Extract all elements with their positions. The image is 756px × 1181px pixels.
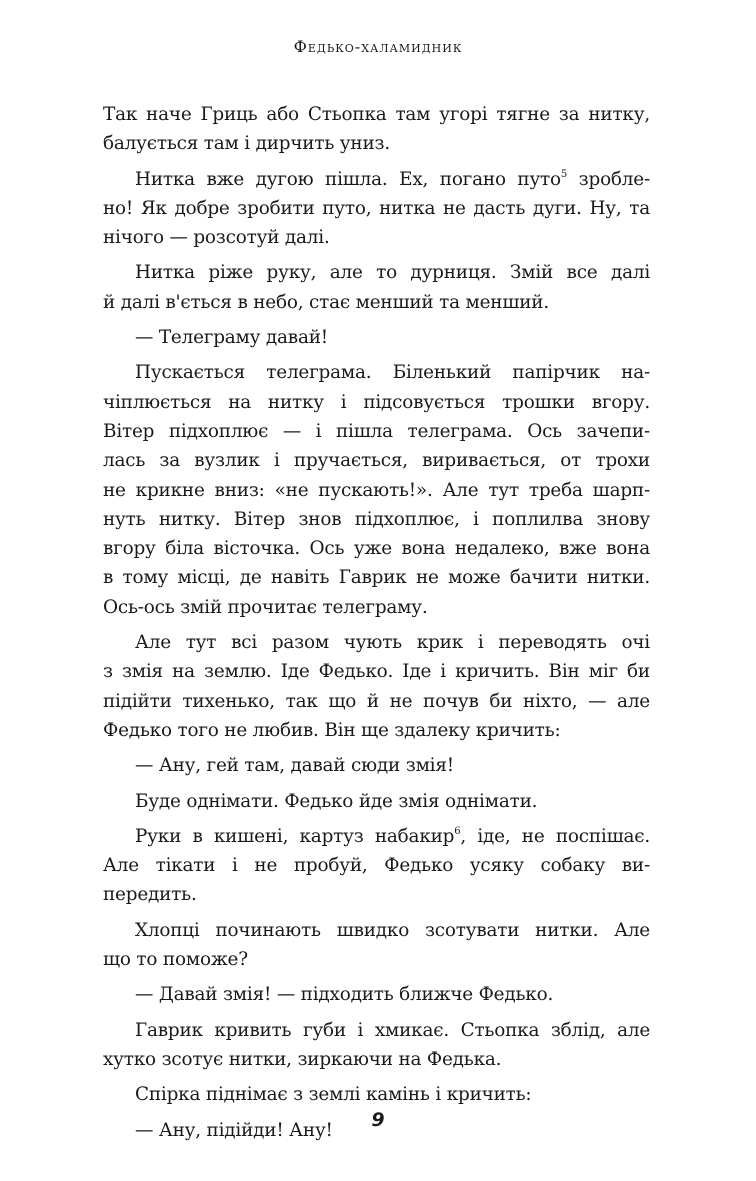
paragraph: [103, 358, 650, 622]
running-head: Федько-халамидник: [293, 37, 463, 56]
text-fragment: Нитка вже дугою пішла. Ех, погано путо: [135, 168, 561, 190]
text-line: й далі в'ється в небо, стає менший та менший.: [103, 291, 549, 313]
text-line: Буде однімати. Федько йде змія однімати.: [135, 790, 538, 812]
text-line: Пускається телеграма. Біленький папірчик на-: [135, 362, 650, 384]
text-line: не крикне вниз: «не пускають!». Але тут треба шарп-: [103, 479, 650, 501]
footnote-ref: 6: [454, 825, 461, 837]
text-line: Федько того не любив. Він ще здалеку кричить:: [103, 719, 561, 741]
paragraph: [103, 1080, 650, 1109]
paragraph: [103, 100, 650, 159]
text-line: вгору біла вісточка. Ось уже вона недалеко, вже вона: [103, 538, 650, 560]
paragraph: [103, 165, 650, 253]
text-line: но! Як добре зробити путо, нитка не дасть дуги. Ну, та: [103, 197, 650, 219]
paragraph: [103, 628, 650, 745]
text-line: [103, 822, 650, 851]
text-line: Але тікати і не пробуй, Федько усяку собаку ви-: [103, 855, 650, 877]
text-line: лась за вузлик і пручається, виривається, от трохи: [103, 450, 650, 472]
text-line: Вітер підхоплює — і пішла телеграма. Ось зачепи-: [103, 420, 650, 442]
text-fragment: зробле-: [567, 168, 650, 190]
body-text: [103, 100, 650, 1145]
text-line: — Ану, підійди! Ану!: [135, 1119, 333, 1141]
paragraph: [103, 787, 650, 816]
paragraph: [103, 258, 650, 317]
paragraph: [103, 916, 650, 975]
paragraph: [103, 1016, 650, 1075]
text-line: балується там і дирчить униз.: [103, 133, 391, 155]
text-line: нічого — розсотуй далі.: [103, 227, 330, 249]
text-line: — Телеграму давай!: [135, 327, 328, 349]
footnote-ref: 5: [560, 168, 568, 180]
text-fragment: , іде, не поспішає.: [460, 825, 650, 847]
text-line: в тому місці, де навіть Гаврик не може бачити нитки.: [103, 567, 650, 589]
paragraph: [103, 980, 650, 1009]
text-line: [103, 165, 650, 194]
text-line: Нитка ріже руку, але то дурниця. Змій все далі: [135, 262, 650, 284]
text-line: чіплюється на нитку і підсовується трошки вгору.: [103, 391, 650, 413]
paragraph: [103, 822, 650, 910]
text-line: Але тут всі разом чують крик і переводять очі: [135, 632, 650, 654]
paragraph: [103, 323, 650, 352]
text-line: Ось-ось змій прочитає телеграму.: [103, 596, 428, 618]
text-line: Хлопці починають швидко зсотувати нитки. Але: [135, 919, 650, 941]
paragraph: [103, 751, 650, 780]
text-line: Так наче Гриць або Стьопка там угорі тягне за нитку,: [103, 104, 650, 125]
page-number: 9: [371, 1109, 385, 1131]
text-line: передить.: [103, 884, 197, 906]
text-line: Спірка піднімає з землі камінь і кричить:: [135, 1084, 532, 1106]
text-line: Гаврик кривить губи і хмикає. Стьопка зблід, але: [135, 1019, 650, 1041]
text-line: — Ану, гей там, давай сюди змія!: [135, 755, 454, 777]
text-line: нуть нитку. Вітер знов підхоплює, і поплилва знову: [103, 508, 650, 530]
text-line: підійти тихенько, так що й не почув би ніхто, — але: [103, 690, 650, 712]
text-line: з змія на землю. Іде Федько. Іде і кричить. Він міг би: [103, 661, 650, 683]
text-line: що то поможе?: [103, 949, 248, 971]
text-line: — Давай змія! — підходить ближче Федько.: [135, 984, 554, 1006]
text-fragment: Руки в кишені, картуз набакир: [135, 825, 455, 847]
text-line: хутко зсотує нитки, зиркаючи на Федька.: [103, 1048, 502, 1070]
